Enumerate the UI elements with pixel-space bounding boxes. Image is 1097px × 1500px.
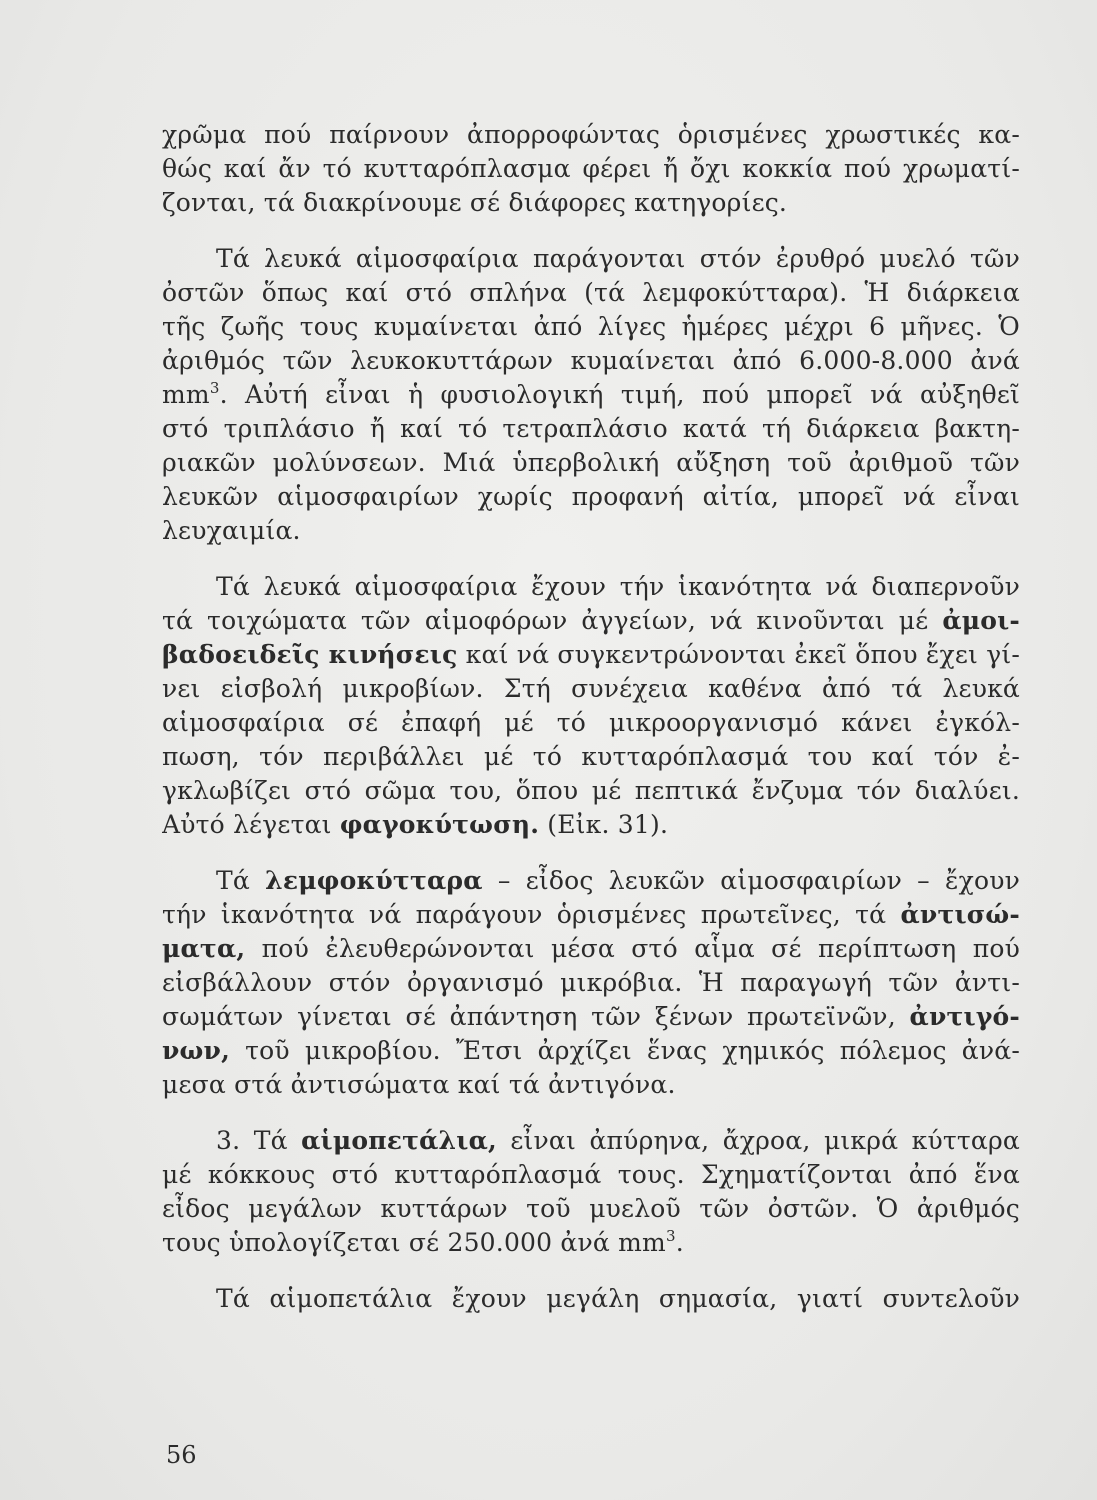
text-line: μεσα στά ἀντισώματα καί τά ἀντιγόνα. (162, 1070, 676, 1099)
text-line: ἀριθμός τῶν λευκοκυττάρων κυμαίνεται ἀπό 6.000-8.000 ἀνά (162, 346, 1020, 375)
paragraph-start: Τά αἱμοπετάλια ἔχουν μεγάλη σημασία, γιατί συντελοῦν (216, 1284, 1020, 1313)
text-line: τήν ἱκανότητα νά παράγουν ὁρισμένες πρωτεῖνες, τά ἀντισώ- (162, 900, 1020, 929)
paragraph-start: Τά λευκά αἱμοσφαίρια παράγονται στόν ἐρυθρό μυελό τῶν (216, 244, 1020, 273)
text-line: ματα, πού ἐλευθερώνονται μέσα στό αἷμα σέ περίπτωση πού (162, 934, 1020, 963)
text-line: Αὐτό λέγεται φαγοκύτωση. (Εἰκ. 31). (162, 810, 669, 839)
text-line: νει εἰσβολή μικροβίων. Στή συνέχεια καθένα ἀπό τά λευκά (162, 674, 1020, 703)
text-line: στό τριπλάσιο ἤ καί τό τετραπλάσιο κατά τή διάρκεια βακτη- (162, 414, 1020, 443)
text-line: $mm^3$. Αὐτή εἶναι ἡ φυσιολογική τιμή, πού μπορεῖ νά αὐξηθεῖ (162, 379, 1020, 409)
text-line: βαδοειδεῖς κινήσεις καί νά συγκεντρώνονται ἐκεῖ ὅπου ἔχει γί- (162, 640, 1020, 669)
text-line: λευκῶν αἱμοσφαιρίων χωρίς προφανή αἰτία, μπορεῖ νά εἶναι (162, 482, 1020, 511)
text-line: λευχαιμία. (162, 516, 301, 545)
text-line: σωμάτων γίνεται σέ ἀπάντηση τῶν ξένων πρωτεϊνῶν, ἀντιγό- (162, 1002, 1020, 1031)
text-line: πωση, τόν περιβάλλει μέ τό κυτταρόπλασμά του καί τόν ἐ- (162, 742, 1020, 771)
text-line: χρῶμα πού παίρνουν ἀπορροφώντας ὁρισμένες χρωστικές κα- (162, 120, 1020, 149)
text-line: γκλωβίζει στό σῶμα του, ὅπου μέ πεπτικά ἔνζυμα τόν διαλύει. (162, 776, 1020, 805)
text-line: ζονται, τά διακρίνουμε σέ διάφορες κατηγορίες. (162, 188, 788, 217)
text-line: τους ὑπολογίζεται σέ 250.000 ἀνά $mm^3$. (162, 1227, 684, 1257)
text-line: θώς καί ἄν τό κυτταρόπλασμα φέρει ἤ ὄχι κοκκία πού χρωματί- (162, 154, 1020, 183)
text-line: εἰσβάλλουν στόν ὀργανισμό μικρόβια. Ἡ παραγωγή τῶν ἀντι- (162, 968, 1020, 997)
page-number: 56 (166, 1441, 197, 1469)
text-line: εἶδος μεγάλων κυττάρων τοῦ μυελοῦ τῶν ὀστῶν. Ὁ ἀριθμός (162, 1194, 1020, 1223)
text-line: νων, τοῦ μικροβίου. Ἔτσι ἀρχίζει ἕνας χημικός πόλεμος ἀνά- (162, 1036, 1020, 1065)
paragraph-start: Τά λευκά αἱμοσφαίρια ἔχουν τήν ἱκανότητα νά διαπερνοῦν (216, 572, 1020, 601)
text-line: τῆς ζωῆς τους κυμαίνεται ἀπό λίγες ἡμέρες μέχρι 6 μῆνες. Ὁ (162, 312, 1020, 341)
text-line: ριακῶν μολύνσεων. Μιά ὑπερβολική αὔξηση τοῦ ἀριθμοῦ τῶν (162, 448, 1020, 477)
text-line: ὀστῶν ὅπως καί στό σπλήνα (τά λεμφοκύτταρα). Ἡ διάρκεια (162, 278, 1020, 307)
paragraph-start: 3. Τά αἱμοπετάλια, εἶναι ἀπύρηνα, ἄχροα, μικρά κύτταρα (216, 1126, 1020, 1155)
paragraph-start: Τά λεμφοκύτταρα – εἶδος λευκῶν αἱμοσφαιρίων – ἔχουν (216, 866, 1020, 895)
text-line: τά τοιχώματα τῶν αἱμοφόρων ἀγγείων, νά κινοῦνται μέ ἀμοι- (162, 606, 1020, 635)
text-line: αἱμοσφαίρια σέ ἐπαφή μέ τό μικροοργανισμό κάνει ἐγκόλ- (162, 708, 1020, 737)
text-line: μέ κόκκους στό κυτταρόπλασμά τους. Σχηματίζονται ἀπό ἕνα (162, 1160, 1020, 1189)
